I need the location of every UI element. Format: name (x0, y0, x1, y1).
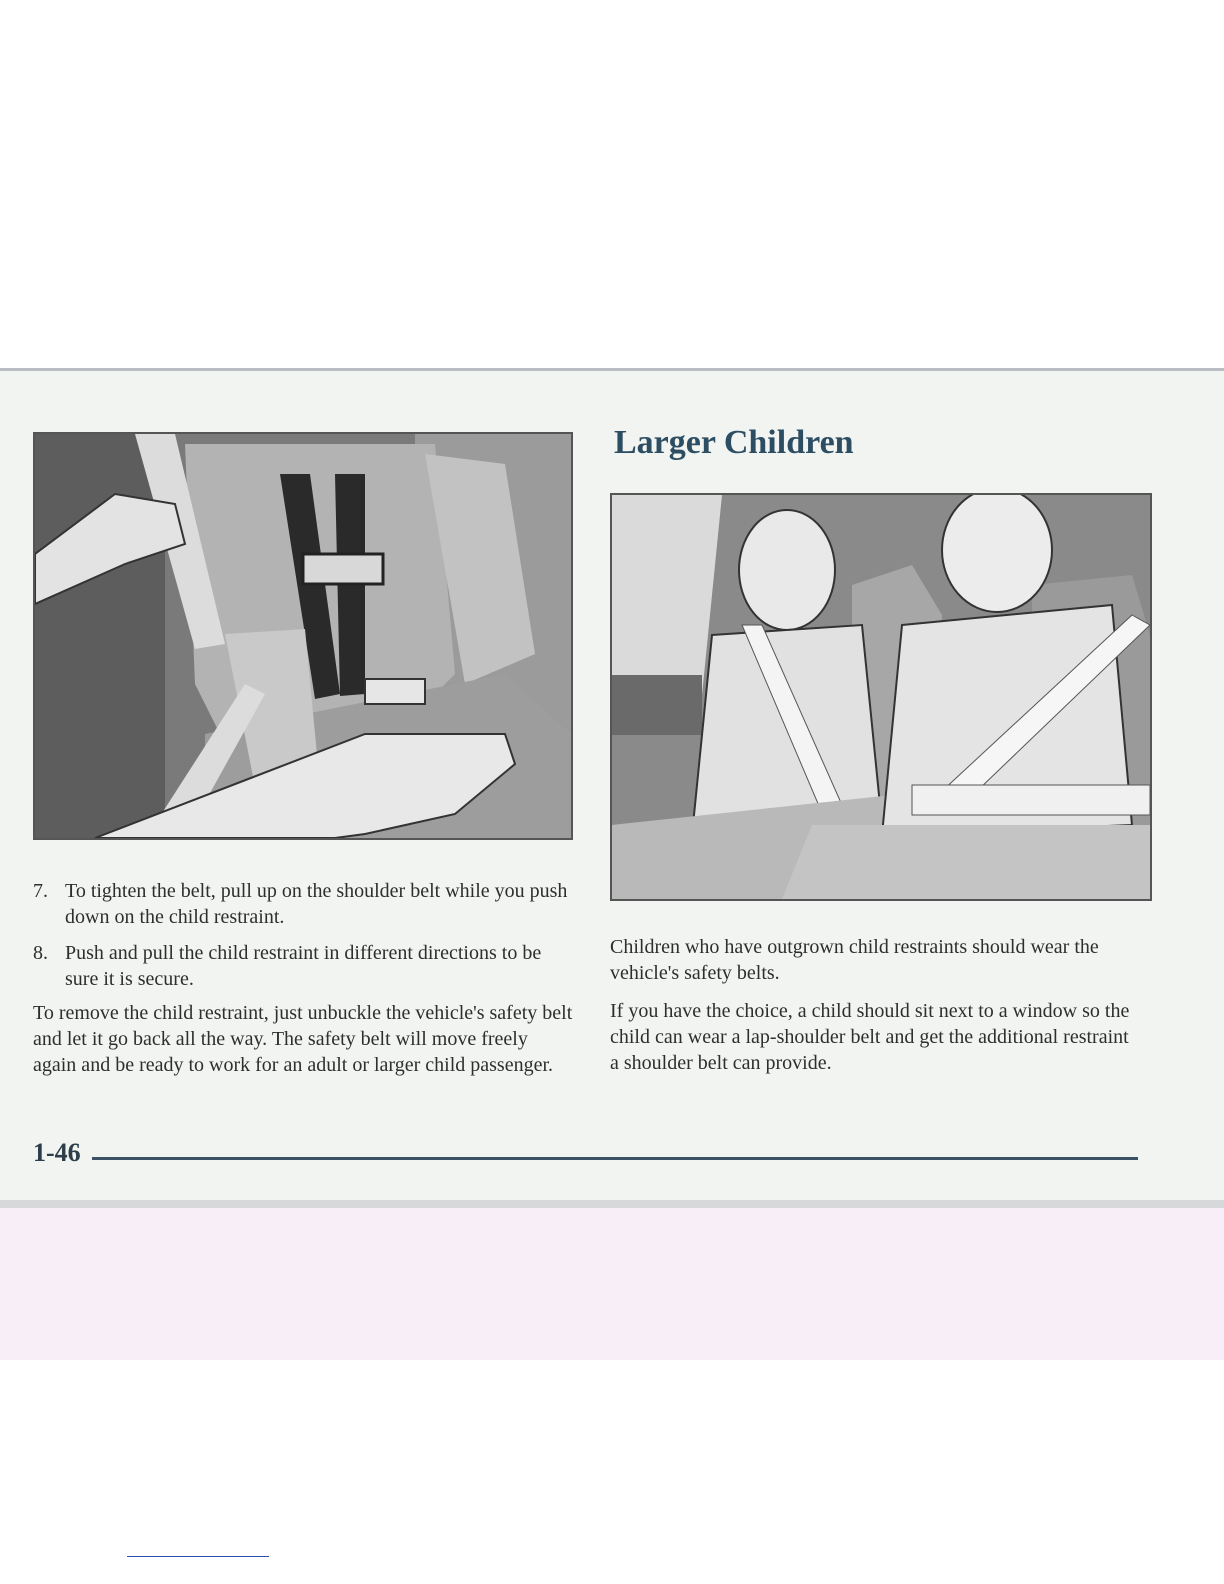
window-seat-paragraph: If you have the choice, a child should sit next to a window so the child can wear a lap-shoulder belt and get the additional restraint a shoulder belt can provide. (610, 1000, 1130, 1074)
remove-restraint-paragraph: To remove the child restraint, just unbuckle the vehicle's safety belt and let it go back all the way. The safety belt will move freely again and be ready to work for an adult or larger child passenger. (33, 1002, 573, 1076)
instruction-step (33, 878, 573, 930)
step-number: 8. (33, 942, 48, 964)
page-edge-shadow (0, 1200, 1224, 1208)
footer-rule (92, 1157, 1138, 1160)
step-text: Push and pull the child restraint in different directions to be sure it is secure. (65, 942, 542, 990)
step-number: 7. (33, 880, 48, 902)
page-background-band (0, 1208, 1224, 1360)
section-heading: Larger Children (614, 424, 854, 461)
page-number: 1-46 (33, 1138, 81, 1167)
child-restraint-tightening-illustration (33, 432, 573, 840)
children-wearing-safety-belts-illustration (610, 493, 1152, 901)
step-text: To tighten the belt, pull up on the shoulder belt while you push down on the child restraint. (65, 880, 568, 928)
outgrown-restraints-paragraph: Children who have outgrown child restraints should wear the vehicle's safety belts. (610, 936, 1099, 984)
instruction-step (33, 940, 573, 992)
bottom-divider (127, 1556, 269, 1557)
